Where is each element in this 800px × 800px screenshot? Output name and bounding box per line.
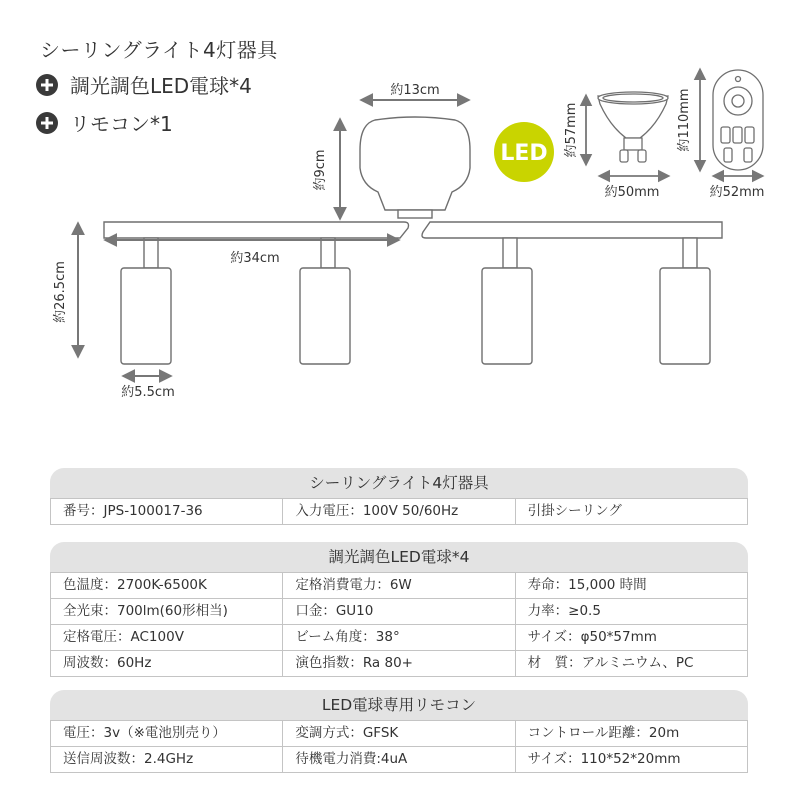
table-cell: サイズ：φ50*57mm <box>515 625 748 650</box>
table-cell: 定格消費電力：6W <box>282 573 514 598</box>
table-cell: 引掛シーリング <box>515 499 748 524</box>
spotlight-bar-left <box>104 222 409 238</box>
table-cell: 入力電圧：100V 50/60Hz <box>282 499 514 524</box>
table-row <box>50 498 748 525</box>
table-cell: サイズ：110*52*20mm <box>515 747 748 772</box>
table-cell: 材 質：アルミニウム、PC <box>515 651 748 676</box>
table-row <box>50 720 748 746</box>
table-row <box>50 572 748 598</box>
table-cell: 周波数：60Hz <box>50 651 282 676</box>
table-cell: 力率：≥0.5 <box>515 599 748 624</box>
spotlight-4 <box>660 238 710 364</box>
spotlight-bar-right <box>422 222 722 238</box>
remote-control <box>713 70 763 170</box>
table-cell: 定格電圧：AC100V <box>50 625 282 650</box>
table-cell: ビーム角度：38° <box>282 625 514 650</box>
table-cell: 色温度：2700K-6500K <box>50 573 282 598</box>
product-title: シーリングライト4灯器具 <box>40 38 278 62</box>
table-row <box>50 746 748 773</box>
table-cell: 送信周波数：2.4GHz <box>50 747 282 772</box>
spotlight-3 <box>482 238 532 364</box>
spec-table-title: シーリングライト4灯器具 <box>50 468 748 498</box>
dim-label-shade-width: 約5.5cm <box>121 385 175 400</box>
dim-label-canopy-width: 約13cm <box>390 83 440 98</box>
spec-table-bulb <box>50 542 748 677</box>
table-cell: 電圧：3v（※電池別売り） <box>50 721 282 746</box>
table-cell: コントロール距離：20m <box>515 721 748 746</box>
table-row <box>50 624 748 650</box>
table-cell: 演色指数：Ra 80+ <box>282 651 514 676</box>
dim-label-total-height: 約26.5cm <box>53 261 68 323</box>
spec-table-title: 調光調色LED電球*4 <box>50 542 748 572</box>
dim-label-bar-length: 約34cm <box>230 251 280 266</box>
table-row <box>50 598 748 624</box>
table-row <box>50 650 748 677</box>
table-cell: 変調方式：GFSK <box>282 721 514 746</box>
dim-label-remote-width: 約52mm <box>709 185 765 200</box>
spec-table-remote <box>50 690 748 773</box>
table-cell: 口金：GU10 <box>282 599 514 624</box>
included-item-label: リモコン*1 <box>70 112 173 136</box>
included-item-label: 調光調色LED電球*4 <box>70 74 252 98</box>
dim-label-bulb-height: 約57mm <box>564 102 579 158</box>
spotlight-2 <box>300 238 350 364</box>
led-bulb <box>598 92 668 162</box>
ceiling-canopy <box>360 117 470 218</box>
dim-label-bulb-width: 約50mm <box>604 185 660 200</box>
spotlight-1 <box>121 238 171 364</box>
table-cell: 番号：JPS-100017-36 <box>50 499 282 524</box>
spec-table-fixture <box>50 468 748 525</box>
spec-table-title: LED電球専用リモコン <box>50 690 748 720</box>
led-badge-label: LED <box>500 141 548 166</box>
table-cell: 寿命：15,000 時間 <box>515 573 748 598</box>
table-cell: 全光束：700lm(60形相当) <box>50 599 282 624</box>
dim-label-canopy-height: 約9cm <box>313 149 328 191</box>
table-cell: 待機電力消費:4uA <box>282 747 514 772</box>
dim-label-remote-height: 約110mm <box>677 88 692 152</box>
